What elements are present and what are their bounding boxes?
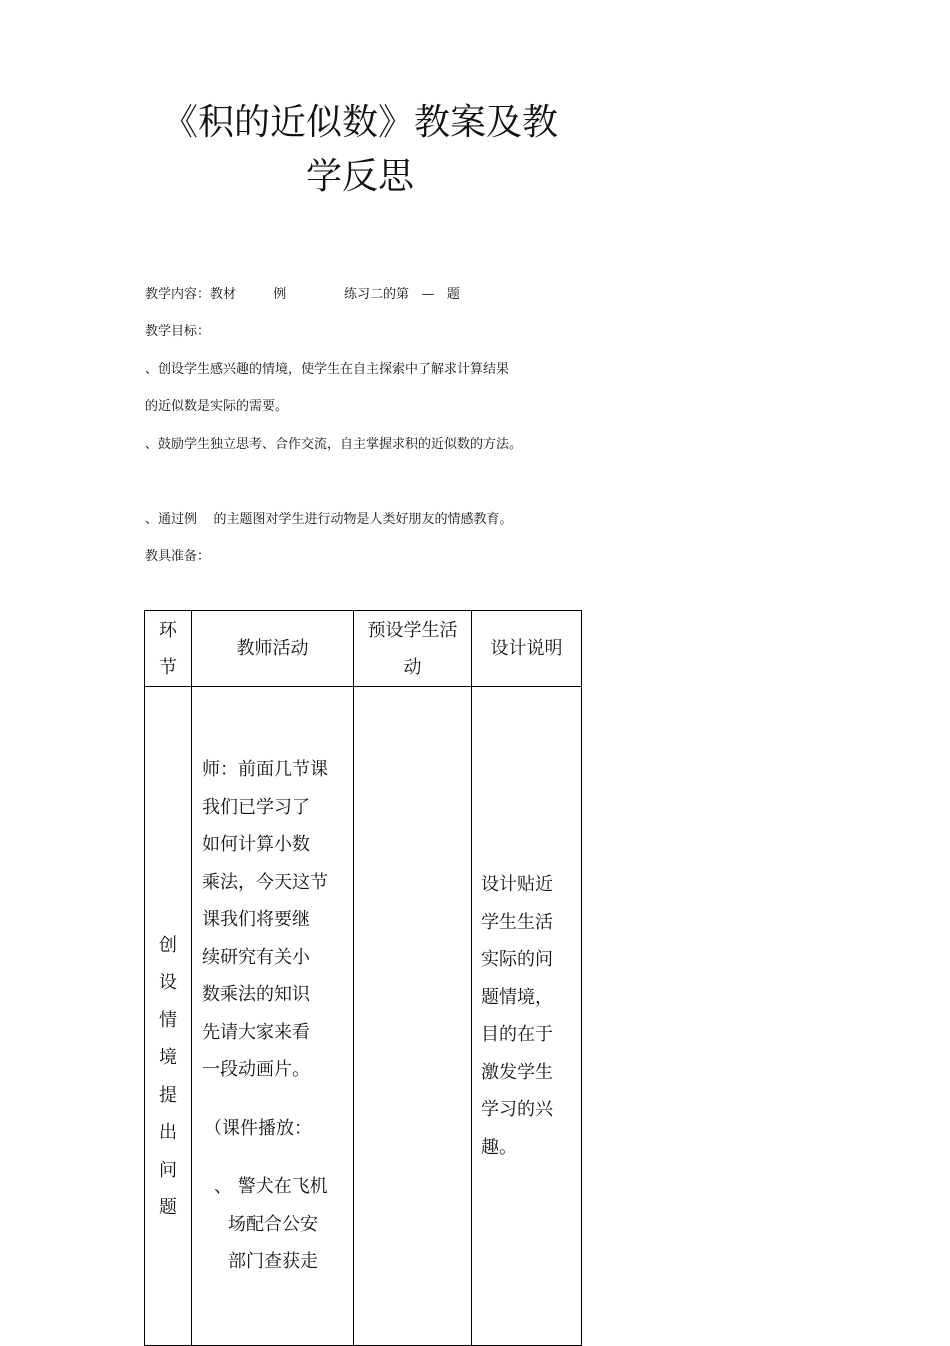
goal-3: 、通过例 的主题图对学生进行动物是人类好朋友的情感教育。 (145, 512, 513, 527)
teaching-content: 教学内容：教材 例 练习二的第 — 题 (145, 287, 460, 302)
courseware-note: （课件播放： (204, 1117, 312, 1139)
table-header-row (145, 611, 582, 687)
student-activity-cell (354, 687, 472, 1346)
goal-1-line-1: 、创设学生感兴趣的情境，使学生在自主探索中了解求计算结果 (145, 362, 510, 377)
lesson-plan-table (144, 610, 582, 1346)
goal-1-line-2: 的近似数是实际的需要。 (145, 399, 289, 414)
title-line-2: 学反思 (305, 156, 414, 197)
header-design-notes: 设计说明 (472, 611, 582, 687)
header-stage: 环 节 (145, 611, 192, 687)
stage-cell: 创 设 情 境 提 出 问 题 (145, 687, 192, 1346)
teacher-activity-cell: 师：前面几节课 我们已学习了 如何计算小数 乘法，今天这节 课我们将要继 续研究有关小 数乘法的知识 先请大家来看 一段动画片。 （课件播放： 、 警犬在飞机 场配合公安 部门查获走 (192, 687, 354, 1346)
goal-2: 、鼓励学生独立思考、合作交流，自主掌握求积的近似数的方法。 (145, 437, 523, 452)
table-row (145, 687, 582, 1346)
header-student-activity: 预设学生活 动 (354, 611, 472, 687)
document-title (150, 96, 570, 204)
teaching-goals-label: 教学目标： (145, 324, 211, 339)
tools-label: 教具准备： (145, 549, 211, 564)
design-notes-cell: 设计贴近 学生生活 实际的问 题情境， 目的在于 激发学生 学习的兴 趣。 (472, 687, 582, 1346)
title-line-1: 《积的近似数》教案及教 (161, 102, 558, 143)
header-teacher-activity: 教师活动 (192, 611, 354, 687)
